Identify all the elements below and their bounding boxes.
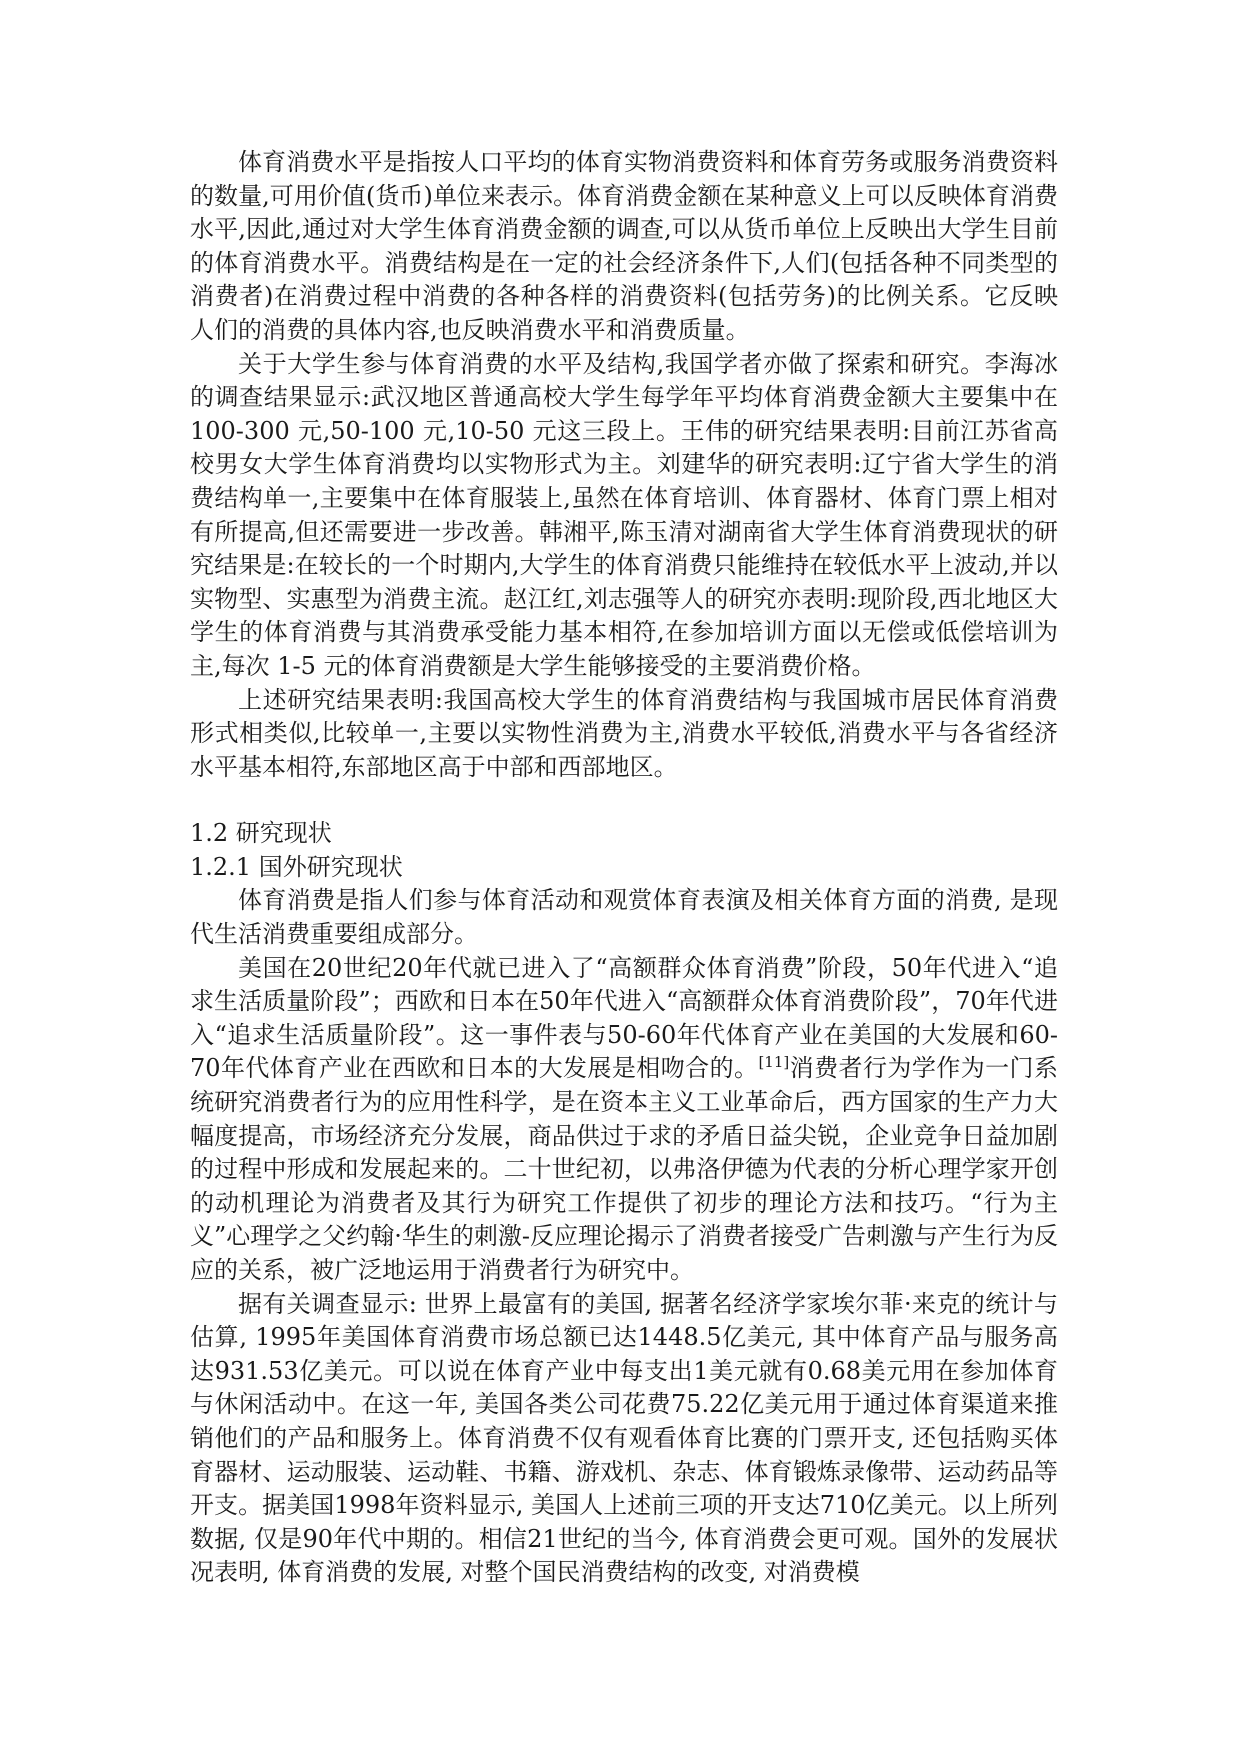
paragraph-research-summary: 上述研究结果表明:我国高校大学生的体育消费结构与我国城市居民体育消费形式相类似,比较单一,主要以实物性消费为主,消费水平较低,消费水平与各省经济水平基本相符,东部地区高于中部和西部地区。 <box>190 685 1058 781</box>
paragraph-us-statistics: 据有关调查显示: 世界上最富有的美国, 据著名经济学家埃尔菲·来克的统计与估算, 1995年美国体育消费市场总额已达1448.5亿美元, 其中体育产品与服务高达931.53亿美元。可以说在体育产业中每支出1美元就有0.68美元用在参加体育与休闲活动中。在这一年, 美国各类公司花费75.22亿美元用于通过体育渠道来推销他们的产品和服务上。体育消费不仅有观看体育比赛的门票开支, 还包括购买体育器材、运动服装、运动鞋、书籍、游戏机、杂志、体育锻炼录像带、运动药品等开支。据美国1998年资料显示, 美国人上述前三项的开支达710亿美元。以上所列数据, 仅是90年代中期的。相信21世纪的当今, 体育消费会更可观。国外的发展状况表明, 体育消费的发展, 对整个国民消费结构的改变, 对消费模 <box>190 1289 1058 1587</box>
paragraph-sports-consumption-definition: 体育消费是指人们参与体育活动和观赏体育表演及相关体育方面的消费, 是现代生活消费重要组成部分。 <box>190 886 1058 949</box>
us-history-text: 美国在20世纪20年代就已进入了“高额群众体育消费”阶段，50年代进入“追求生活质量阶段”；西欧和日本在50年代进入“高额群众体育消费阶段”，70年代进入“追求生活质量阶段”。这一事件表与50-60年代体育产业在美国的大发展和60-70年代体育产业在西欧和日本的大发展是相吻合的。 <box>190 953 1058 1083</box>
heading-1-2: 1.2 研究现状 <box>190 819 332 848</box>
document-page <box>190 146 1058 1590</box>
section-spacer <box>190 784 1058 817</box>
paragraph-domestic-research: 关于大学生参与体育消费的水平及结构,我国学者亦做了探索和研究。李海冰的调查结果显示:武汉地区普通高校大学生每学年平均体育消费金额大主要集中在 100-300 元,50-100 元,10-50 元这三段上。王伟的研究结果表明:目前江苏省高校男女大学生体育消费均以实物形式为主。刘建华的研究表明:辽宁省大学生的消费结构单一,主要集中在体育服装上,虽然在体育培训、体育器材、体育门票上相对有所提高,但还需要进一步改善。韩湘平,陈玉清对湖南省大学生体育消费现状的研究结果是:在较长的一个时期内,大学生的体育消费只能维持在较低水平上波动,并以实物型、实惠型为消费主流。赵江红,刘志强等人的研究亦表明:现阶段,西北地区大学生的体育消费与其消费承受能力基本相符,在参加培训方面以无偿或低偿培训为主,每次 1-5 元的体育消费额是大学生能够接受的主要消费价格。 <box>190 349 1058 680</box>
heading-1-2-1: 1.2.1 国外研究现状 <box>190 852 403 881</box>
consumer-behavior-text: 消费者行为学作为一门系统研究消费者行为的应用性科学，是在资本主义工业革命后，西方国家的生产力大幅度提高，市场经济充分发展，商品供过于求的矛盾日益尖锐，企业竞争日益加剧的过程中形成和发展起来的。二十世纪初，以弗洛伊德为代表的分析心理学家开创的动机理论为消费者及其行为研究工作提供了初步的理论方法和技巧。“行为主义”心理学之父约翰·华生的刺激-反应理论揭示了消费者接受广告刺激与产生行为反应的关系，被广泛地运用于消费者行为研究中。 <box>190 1054 1059 1284</box>
paragraph-us-history <box>190 952 1058 1288</box>
citation-marker: [11] <box>758 1053 790 1072</box>
paragraph-consumption-level: 体育消费水平是指按人口平均的体育实物消费资料和体育劳务或服务消费资料的数量,可用价值(货币)单位来表示。体育消费金额在某种意义上可以反映体育消费水平,因此,通过对大学生体育消费金额的调查,可以从货币单位上反映出大学生目前的体育消费水平。消费结构是在一定的社会经济条件下,人们(包括各种不同类型的消费者)在消费过程中消费的各种各样的消费资料(包括劳务)的比例关系。它反映人们的消费的具体内容,也反映消费水平和消费质量。 <box>190 148 1058 344</box>
